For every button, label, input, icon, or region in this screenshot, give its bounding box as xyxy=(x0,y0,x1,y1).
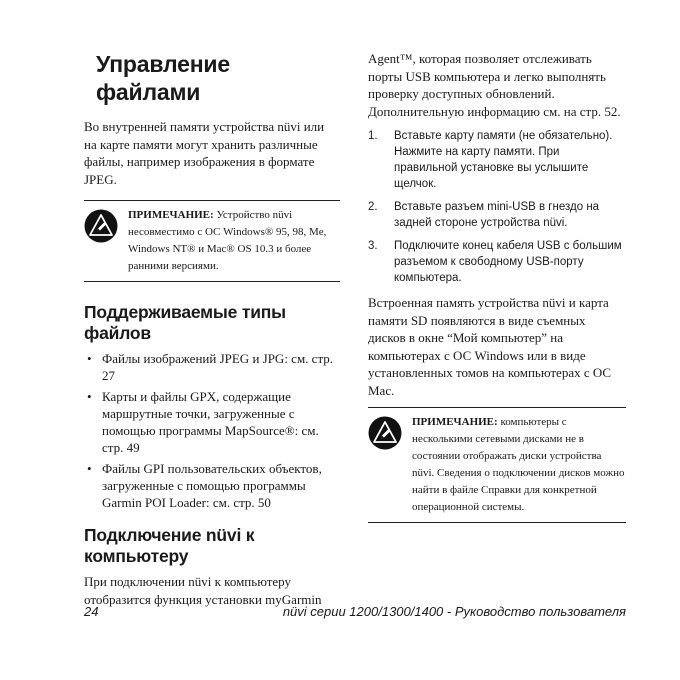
storage-paragraph: Встроенная память устройства nüvi и карта памяти SD появляются в виде съемных дисков в окне “Мой компьютер” на компьютерах с ОС Windows или в виде установленных томов на компьютерах с ОС Mac. xyxy=(368,295,612,398)
note-text xyxy=(412,414,626,516)
manual-title: nüvi серии 1200/1300/1400 - Руководство пользователя xyxy=(282,604,626,619)
left-column xyxy=(84,50,340,608)
continued-paragraph: Agent™, которая позволяет отслеживать порты USB компьютера и легко выполнять проверку доступных обновлений. Дополнительную информацию см. на стр. 52. xyxy=(368,51,621,119)
right-column xyxy=(368,50,626,523)
intro-paragraph: Во внутренней памяти устройства nüvi или на карте памяти могут хранить различные файлы, например изображения в формате JPEG. xyxy=(84,119,325,187)
page-title: Управление файлами xyxy=(96,51,230,105)
step-text: Вставьте карту памяти (не обязательно). Нажмите на карту памяти. При правильной установке вы услышите щелчок. xyxy=(394,130,613,190)
note-text xyxy=(128,207,340,275)
section-title-file-types: Поддерживаемые типы файлов xyxy=(84,302,286,343)
list-item xyxy=(84,350,340,384)
step-text: Вставьте разъем mini-USB в гнездо на задней стороне устройства nüvi. xyxy=(394,201,600,229)
steps-list xyxy=(368,128,626,286)
note-box-os xyxy=(84,200,340,282)
file-types-list xyxy=(84,350,340,511)
note-label: ПРИМЕЧАНИЕ: xyxy=(412,416,498,428)
note-body: компьютеры с несколькими сетевыми дисками не в состоянии отображать диски устройства nüvi. Сведения о подключении дисков можно найти в файле Справки для конкретной операционной системы. xyxy=(412,416,625,513)
step-text: Подключите конец кабеля USB с большим разъемом к свободному USB-порту компьютера. xyxy=(394,240,622,284)
step-number: 2. xyxy=(368,201,378,213)
step-number: 3. xyxy=(368,240,378,252)
note-icon xyxy=(84,209,118,243)
section-title-connect: Подключение nüvi к компьютеру xyxy=(84,525,255,566)
bullet-icon: • xyxy=(87,351,92,366)
list-item xyxy=(84,460,340,511)
note-box-network-drives xyxy=(368,407,626,523)
note-icon xyxy=(368,416,402,450)
note-body: Устройство nüvi несовместимо с ОС Windows® 95, 98, Me, Windows NT® и Mac® OS 10.3 и более ранними версиями. xyxy=(128,209,327,272)
list-item-text: Файлы изображений JPEG и JPG: см. стр. 27 xyxy=(102,351,334,383)
bullet-icon: • xyxy=(87,389,92,404)
step-item xyxy=(368,128,626,192)
connect-paragraph: При подключении nüvi к компьютеру отобразится функция установки myGarmin xyxy=(84,574,322,607)
step-item xyxy=(368,199,626,231)
note-label: ПРИМЕЧАНИЕ: xyxy=(128,209,214,221)
list-item xyxy=(84,388,340,456)
list-item-text: Файлы GPI пользовательских объектов, загруженные с помощью программы Garmin POI Loader: см. стр. 50 xyxy=(102,461,322,510)
page-footer xyxy=(84,604,626,619)
step-number: 1. xyxy=(368,130,378,142)
bullet-icon: • xyxy=(87,461,92,476)
page-number: 24 xyxy=(84,604,99,619)
step-item xyxy=(368,238,626,286)
list-item-text: Карты и файлы GPX, содержащие маршрутные точки, загруженные с помощью программы MapSource®: см. стр. 49 xyxy=(102,389,319,455)
